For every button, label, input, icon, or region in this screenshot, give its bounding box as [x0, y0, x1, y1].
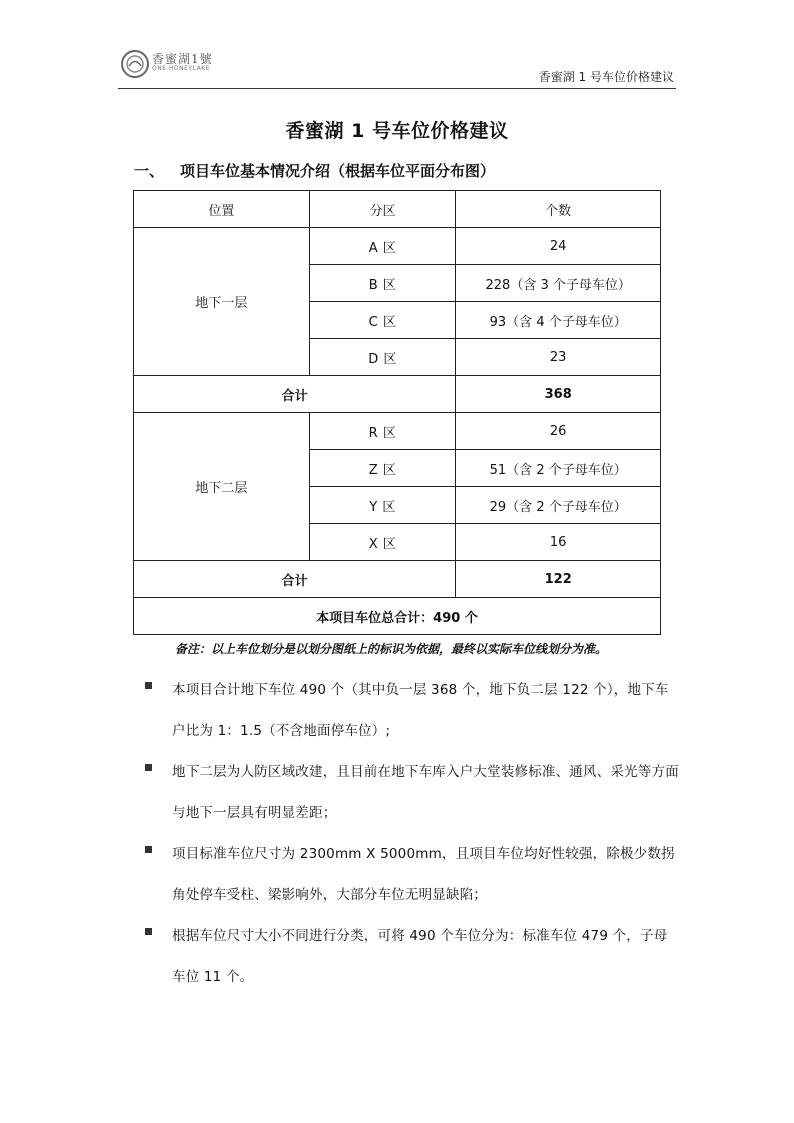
- table-row: [134, 413, 661, 450]
- table-header-row: [134, 191, 661, 228]
- parking-table: [133, 190, 661, 635]
- floor-b2-label: 地下二层: [134, 413, 310, 561]
- subtotal-value: 122: [456, 561, 661, 598]
- header-document-name: 香蜜湖 1 号车位价格建议: [538, 70, 674, 84]
- table-note: 备注：以上车位划分是以划分图纸上的标识为依据，最终以实际车位线划分为准。: [175, 642, 608, 656]
- list-item-text: 本项目合计地下车位 490 个（其中负一层 368 个，地下负二层 122 个），地下车户比为 1：1.5（不含地面停车位）;: [172, 682, 669, 739]
- zone-cell: Y 区: [309, 487, 456, 524]
- subtotal-row-b2: [134, 561, 661, 598]
- count-cell: 26: [456, 413, 661, 450]
- zone-cell: A 区: [309, 228, 456, 265]
- header-location: 位置: [134, 191, 310, 228]
- section-heading: [134, 160, 495, 181]
- grand-total-row: [134, 598, 661, 635]
- section-number: 一、: [134, 162, 165, 180]
- subtotal-value: 368: [456, 376, 661, 413]
- header-count: 个数: [456, 191, 661, 228]
- page-title: 香蜜湖 1 号车位价格建议: [285, 120, 509, 142]
- subtotal-label: 合计: [134, 376, 456, 413]
- zone-cell: R 区: [309, 413, 456, 450]
- zone-cell: X 区: [309, 524, 456, 561]
- honeylake-logo-icon: [120, 44, 220, 84]
- zone-cell: D 区: [309, 339, 456, 376]
- table-row: [134, 228, 661, 265]
- zone-cell: Z 区: [309, 450, 456, 487]
- list-item-text: 根据车位尺寸大小不同进行分类，可将 490 个车位分为：标准车位 479 个，子母车位 11 个。: [172, 928, 668, 985]
- header-zone: 分区: [309, 191, 456, 228]
- subtotal-label: 合计: [134, 561, 456, 598]
- list-item-text: 项目标准车位尺寸为 2300mm X 5000mm，且项目车位均好性较强，除极少数拐角处停车受柱、梁影响外，大部分车位无明显缺陷；: [172, 846, 675, 903]
- grand-total: 本项目车位总合计：490 个: [134, 598, 661, 635]
- logo-text: 香蜜湖1號: [152, 52, 213, 66]
- square-bullet-icon: [145, 764, 152, 771]
- count-cell: 29（含 2 个子母车位）: [456, 487, 661, 524]
- list-item: [145, 752, 680, 834]
- list-item: [145, 670, 680, 752]
- list-item: [145, 916, 680, 998]
- count-cell: 51（含 2 个子母车位）: [456, 450, 661, 487]
- count-cell: 24: [456, 228, 661, 265]
- logo-subtext: ONE HONEYLAKE: [152, 65, 210, 72]
- list-item-text: 地下二层为人防区域改建，且目前在地下车库入户大堂装修标准、通风、采光等方面与地下一层具有明显差距；: [172, 764, 679, 821]
- count-cell: 16: [456, 524, 661, 561]
- count-cell: 23: [456, 339, 661, 376]
- zone-cell: B 区: [309, 265, 456, 302]
- count-cell: 93（含 4 个子母车位）: [456, 302, 661, 339]
- section-heading-text: 项目车位基本情况介绍（根据车位平面分布图）: [180, 162, 496, 180]
- list-item: [145, 834, 680, 916]
- subtotal-row-b1: [134, 376, 661, 413]
- count-cell: 228（含 3 个子母车位）: [456, 265, 661, 302]
- square-bullet-icon: [145, 682, 152, 689]
- page-header: [118, 44, 676, 89]
- floor-b1-label: 地下一层: [134, 228, 310, 376]
- bullet-list: [145, 670, 680, 998]
- square-bullet-icon: [145, 846, 152, 853]
- zone-cell: C 区: [309, 302, 456, 339]
- square-bullet-icon: [145, 928, 152, 935]
